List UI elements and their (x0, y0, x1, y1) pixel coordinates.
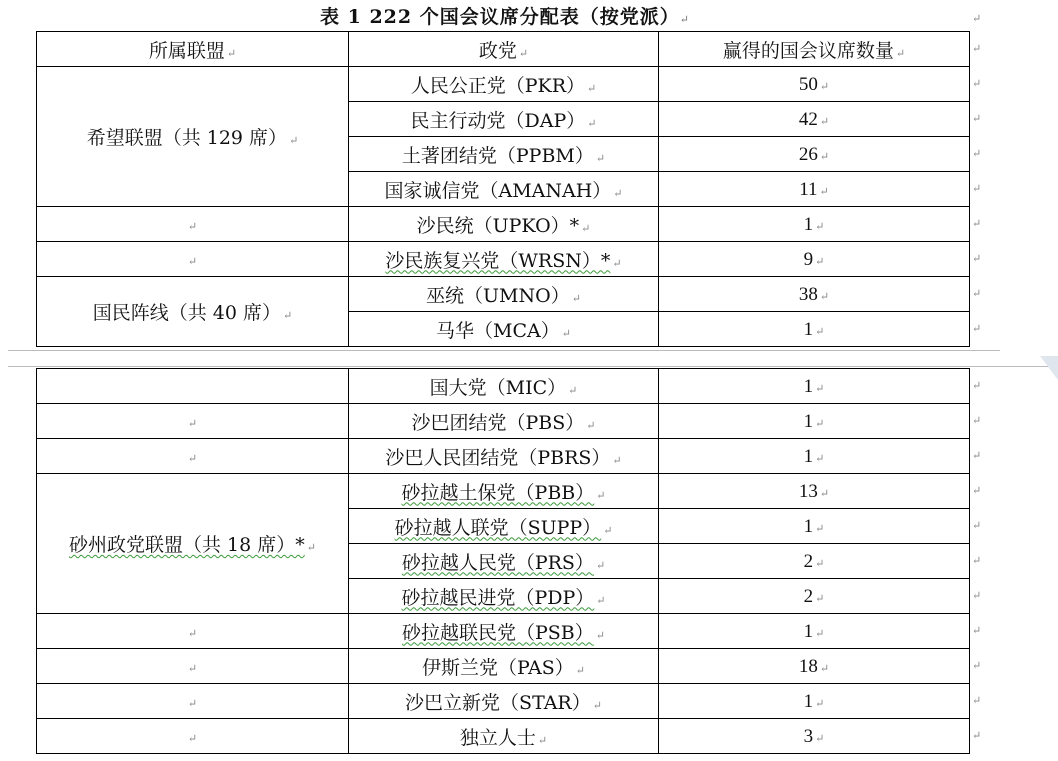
empty-alliance-cell: ↵ (37, 439, 349, 474)
alliance-cell: 国民阵线（共 40 席） ↵ (37, 277, 349, 347)
party-cell: 沙巴团结党（PBS） ↵ (349, 404, 659, 439)
empty-alliance-cell: ↵ (37, 649, 349, 684)
seat-cell: 2 ↵ (659, 544, 970, 579)
party-cell: 巫统（UMNO） ↵ (349, 277, 659, 312)
empty-alliance-cell: ↵ (37, 404, 349, 439)
party-cell: 砂拉越人民党（PRS） ↵ (349, 544, 659, 579)
party-cell: 人民公正党（PKR） ↵ (349, 67, 659, 102)
party-cell: 砂拉越土保党（PBB） ↵ (349, 474, 659, 509)
table-row (37, 719, 970, 754)
seat-cell: 13 ↵ (659, 474, 970, 509)
empty-alliance-cell: ↵ (37, 242, 349, 277)
seat-cell: 1 ↵ (659, 404, 970, 439)
page-break-line (8, 366, 1058, 367)
seat-table-part2 (36, 368, 970, 754)
party-cell: 沙巴立新党（STAR） ↵ (349, 684, 659, 719)
header-row (37, 32, 970, 67)
table-row (37, 614, 970, 649)
seat-cell: 26 ↵ (659, 137, 970, 172)
table-title: 表 1 222 个国会议席分配表（按党派）↵ (320, 6, 690, 28)
seat-cell: 1 ↵ (659, 439, 970, 474)
seat-cell: 3 ↵ (659, 719, 970, 754)
seat-cell: 1 ↵ (659, 509, 970, 544)
party-cell: 民主行动党（DAP） ↵ (349, 102, 659, 137)
seat-cell: 1 ↵ (659, 684, 970, 719)
empty-alliance-cell (37, 369, 349, 404)
empty-alliance-cell: ↵ (37, 719, 349, 754)
seat-cell: 1 ↵ (659, 369, 970, 404)
seat-cell: 1 ↵ (659, 207, 970, 242)
seat-cell: 18 ↵ (659, 649, 970, 684)
alliance-cell: 希望联盟（共 129 席） ↵ (37, 67, 349, 207)
header-alliance: 所属联盟 ↵ (37, 32, 349, 67)
table-row (37, 684, 970, 719)
seat-cell: 1 ↵ (659, 614, 970, 649)
seat-cell: 11 ↵ (659, 172, 970, 207)
table-row (37, 404, 970, 439)
party-cell: 沙民统（UPKO）* ↵ (349, 207, 659, 242)
table-row (37, 277, 970, 312)
party-cell: 砂拉越人联党（SUPP） ↵ (349, 509, 659, 544)
table-row (37, 369, 970, 404)
party-cell: 土著团结党（PPBM） ↵ (349, 137, 659, 172)
seat-cell: 50 ↵ (659, 67, 970, 102)
empty-alliance-cell: ↵ (37, 207, 349, 242)
table-row (37, 207, 970, 242)
party-cell: 沙巴人民团结党（PBRS） ↵ (349, 439, 659, 474)
empty-alliance-cell: ↵ (37, 614, 349, 649)
page-corner (1040, 356, 1058, 380)
header-seats: 赢得的国会议席数量 ↵ (659, 32, 970, 67)
page-break-line (8, 350, 1000, 351)
party-cell: 沙民族复兴党（WRSN）* ↵ (349, 242, 659, 277)
empty-alliance-cell: ↵ (37, 684, 349, 719)
party-cell: 伊斯兰党（PAS） ↵ (349, 649, 659, 684)
table-row (37, 474, 970, 509)
party-cell: 砂拉越民进党（PDP） ↵ (349, 579, 659, 614)
table-row (37, 649, 970, 684)
party-cell: 国家诚信党（AMANAH） ↵ (349, 172, 659, 207)
seat-cell: 2 ↵ (659, 579, 970, 614)
party-cell: 马华（MCA） ↵ (349, 312, 659, 347)
party-cell: 独立人士 ↵ (349, 719, 659, 754)
header-party: 政党 ↵ (349, 32, 659, 67)
seat-cell: 1 ↵ (659, 312, 970, 347)
seat-cell: 9 ↵ (659, 242, 970, 277)
table-row (37, 67, 970, 102)
party-cell: 国大党（MIC） ↵ (349, 369, 659, 404)
seat-cell: 38 ↵ (659, 277, 970, 312)
table-row (37, 439, 970, 474)
seat-table-part1 (36, 31, 970, 347)
party-cell: 砂拉越联民党（PSB） ↵ (349, 614, 659, 649)
table-row (37, 242, 970, 277)
alliance-cell: 砂州政党联盟（共 18 席）* ↵ (37, 474, 349, 614)
seat-cell: 42 ↵ (659, 102, 970, 137)
